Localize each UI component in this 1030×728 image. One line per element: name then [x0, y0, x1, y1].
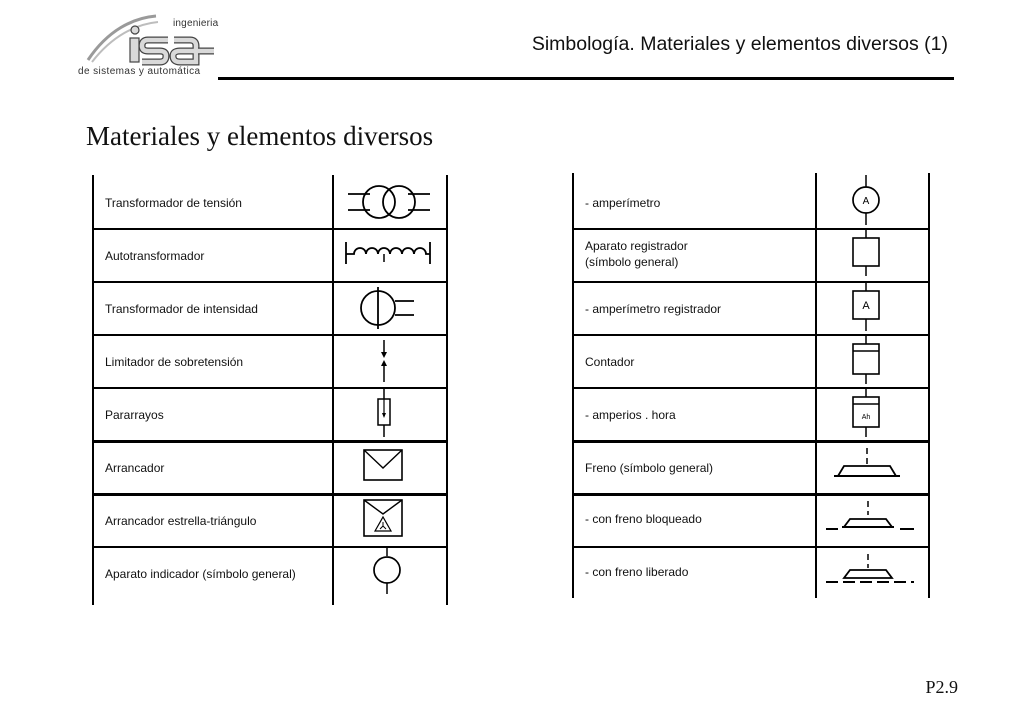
row-label: - con freno liberado: [585, 565, 689, 579]
page-header-title: Simbología. Materiales y elementos diversos (1): [531, 33, 948, 55]
brake-applied-icon: [824, 499, 920, 539]
surge-limiter-icon: [376, 338, 392, 384]
row-label: Arrancador estrella-triángulo: [105, 514, 257, 528]
table-column-divider: [815, 173, 817, 598]
row-label: - con freno bloqueado: [585, 512, 702, 526]
row-label: Pararrayos: [105, 408, 164, 422]
voltage-transformer-icon: [344, 180, 434, 224]
recording-ammeter-icon: [850, 283, 882, 331]
row-label: Freno (símbolo general): [585, 461, 714, 475]
left-symbol-table: [92, 175, 450, 605]
header-divider: [218, 77, 954, 80]
table-border-right: [928, 173, 930, 598]
logo-bottom-text: de sistemas y automática: [78, 66, 201, 77]
table-border-left: [92, 175, 94, 605]
row-label-secondary: (símbolo general): [585, 255, 679, 269]
right-symbol-table: [572, 173, 932, 598]
row-label: Transformador de tensión: [105, 196, 242, 210]
row-label: Autotransformador: [105, 249, 205, 263]
ampere-hour-letters: Ah: [861, 414, 871, 421]
row-label: Arrancador: [105, 461, 165, 475]
star-delta-starter-icon: [362, 498, 406, 540]
table-border-left: [572, 173, 574, 598]
row-label: - amperímetro: [585, 196, 661, 210]
row-label: - amperios . hora: [585, 408, 676, 422]
row-label: - amperímetro registrador: [585, 302, 722, 316]
row-label: Aparato registrador: [585, 239, 688, 253]
lightning-arrester-icon: [374, 389, 394, 437]
page-number: P2.9: [925, 677, 958, 697]
starter-icon: [362, 448, 406, 484]
autotransformer-icon: [344, 236, 434, 270]
indicating-instrument-icon: [373, 548, 401, 594]
table-column-divider: [332, 175, 334, 605]
row-label: Aparato indicador (símbolo general): [105, 567, 296, 581]
table-border-right: [446, 175, 448, 605]
isa-logo: [78, 10, 228, 82]
brake-released-icon: [824, 552, 920, 592]
meter-icon: [850, 336, 882, 384]
row-label: Limitador de sobretensión: [105, 355, 244, 369]
recording-ammeter-letter: A: [862, 300, 870, 312]
ammeter-letter: A: [862, 196, 870, 207]
brake-icon: [830, 446, 910, 486]
ampere-hour-meter-icon: [850, 389, 882, 437]
logo-top-text: ingenieria: [173, 18, 219, 29]
recording-instrument-icon: [850, 230, 882, 276]
current-transformer-icon: [354, 287, 424, 329]
row-label: Contador: [585, 355, 635, 369]
row-label: Transformador de intensidad: [105, 302, 258, 316]
section-title: Materiales y elementos diversos: [86, 121, 434, 151]
ammeter-icon: [851, 175, 881, 225]
